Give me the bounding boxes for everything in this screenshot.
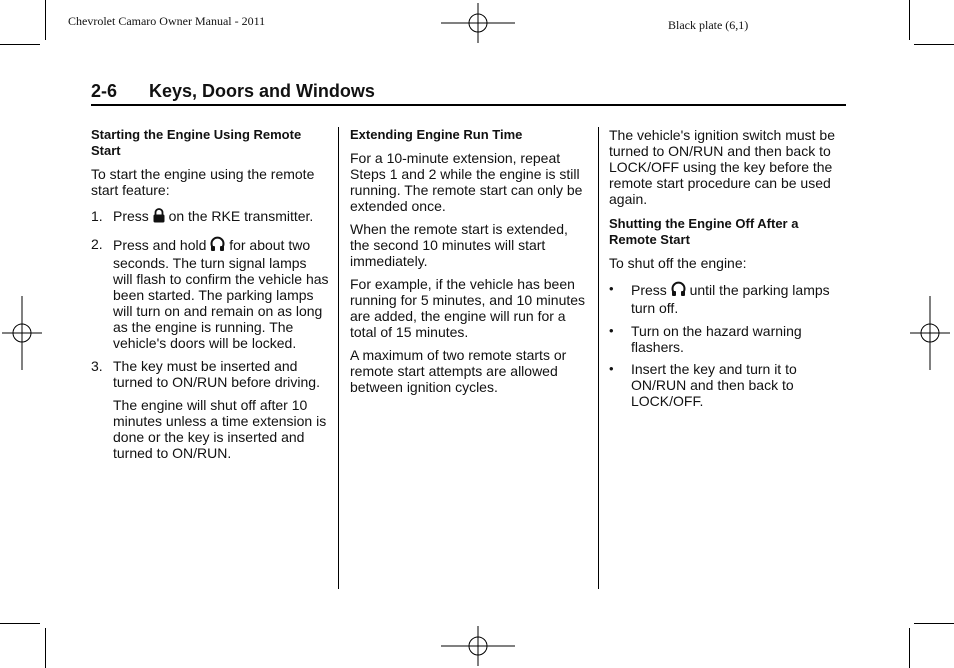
crop-mark [0,623,40,624]
step-text: The key must be inserted and turned to ON/RUN before driving. [113,358,320,390]
column-divider [338,127,339,589]
step-number: 2. [91,236,103,252]
list-item [91,208,329,226]
step-note: The engine will shut off after 10 minutes unless a time extension is done or the key is inserted and turned to ON/RUN. [113,397,327,461]
bullet: • [609,323,614,338]
paragraph: For a 10-minute extension, repeat Steps 1 and 2 while the engine is still running. The remote start can only be extended once. [350,150,583,214]
column-divider [598,127,599,589]
step-number: 1. [91,208,103,224]
lock-icon [153,208,165,226]
manual-title: Chevrolet Camaro Owner Manual - 2011 [68,14,266,28]
section-heading: Shutting the Engine Off After a Remote Start [609,216,799,247]
bullet-text: Insert the key and turn it to ON/RUN and then back to LOCK/OFF. [631,361,797,409]
step-text: on the RKE transmitter. [168,208,314,224]
step-text: for about two seconds. The turn signal lamps will flash to confirm the vehicle has been started. The parking lamps will turn on and remain on as long as the engine is running. The vehicle's doors will be locked. [113,237,329,351]
crop-mark [45,628,46,668]
list-item [91,236,329,351]
column-1 [91,127,329,461]
section-heading: Extending Engine Run Time [350,127,523,142]
page-title: Keys, Doors and Windows [149,81,375,101]
crop-mark [909,628,910,668]
column-3 [609,127,849,409]
step-text: Press [113,208,149,224]
paragraph: To start the engine using the remote start feature: [91,166,315,198]
paragraph: For example, if the vehicle has been running for 5 minutes, and 10 minutes are added, the engine will run for a total of 15 minutes. [350,276,586,340]
step-number: 3. [91,358,103,374]
crop-mark [909,0,910,40]
crop-mark [914,44,954,45]
bullet-list [609,281,849,409]
bullet-text: until the parking lamps turn off. [631,282,830,316]
registration-mark-left [2,296,42,370]
paragraph: The vehicle's ignition switch must be turned to ON/RUN and then back to LOCK/OFF using the key before the remote start procedure can be used again. [609,127,835,207]
plate-label: Black plate (6,1) [668,18,749,32]
paragraph: When the remote start is extended, the second 10 minutes will start immediately. [350,221,568,269]
list-item [91,358,329,461]
registration-mark-right [910,296,950,370]
page-number: 2-6 [91,81,118,101]
step-text: Press and hold [113,237,207,253]
crop-mark [0,44,40,45]
page-heading [91,80,846,106]
crop-mark [45,0,46,40]
registration-mark-top [441,3,515,43]
bullet: • [609,361,614,376]
section-heading: Starting the Engine Using Remote Start [91,127,302,158]
paragraph: A maximum of two remote starts or remote start attempts are allowed between ignition cycles. [350,347,567,395]
bullet: • [609,281,614,296]
crop-mark [914,623,954,624]
remote-start-icon [671,281,686,300]
bullet-text: Turn on the hazard warning flashers. [631,323,802,355]
remote-start-icon [210,236,225,255]
bullet-text: Press [631,282,667,298]
list-item [609,323,849,355]
column-2 [350,127,586,395]
paragraph: To shut off the engine: [609,255,747,271]
list-item [609,281,849,316]
list-item [609,361,849,409]
registration-mark-bottom [441,626,515,666]
steps-list [91,208,329,461]
